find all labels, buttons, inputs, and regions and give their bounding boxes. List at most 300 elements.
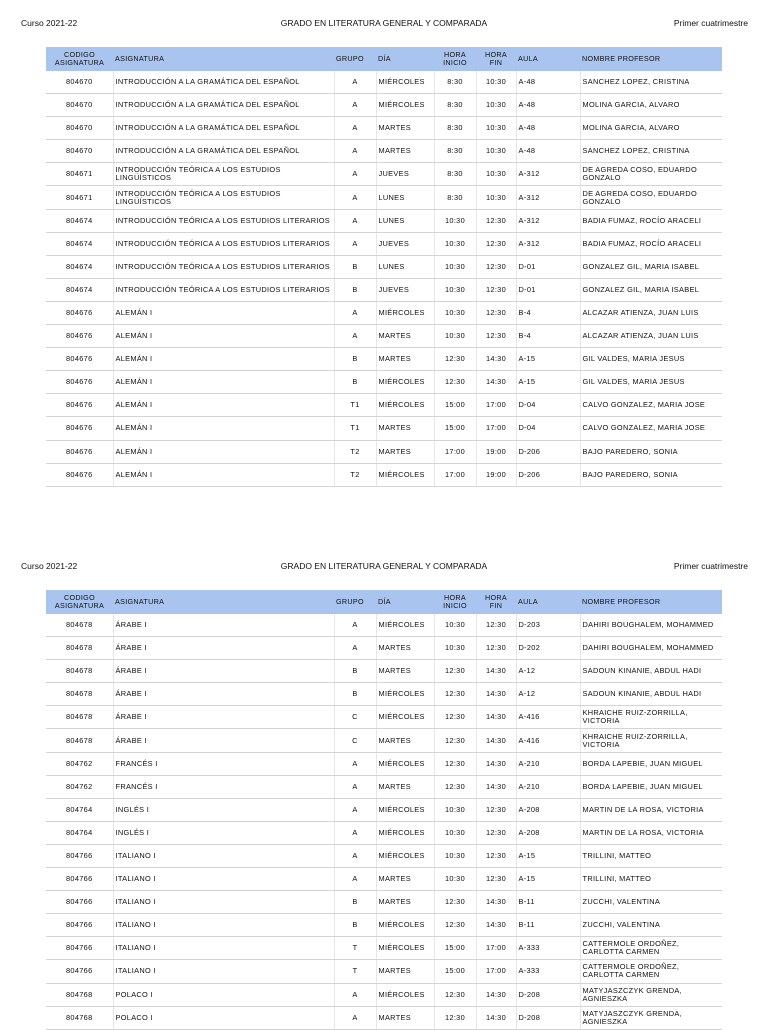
- cell-day: MARTES: [376, 729, 434, 752]
- cell-start: 12:30: [434, 914, 476, 937]
- cell-room: D-208: [516, 1006, 580, 1029]
- cell-start: 15:00: [434, 417, 476, 440]
- cell-start: 17:00: [434, 463, 476, 486]
- cell-code: 804764: [46, 798, 113, 821]
- cell-start: 10:30: [434, 614, 476, 637]
- cell-day: MIÉRCOLES: [376, 394, 434, 417]
- table-row: [46, 94, 722, 117]
- cell-room: D-04: [516, 417, 580, 440]
- cell-day: LUNES: [376, 186, 434, 209]
- cell-end: 10:30: [476, 71, 516, 94]
- cell-subject: ITALIANO I: [113, 868, 334, 891]
- cell-room: A-208: [516, 821, 580, 844]
- cell-room: A-15: [516, 868, 580, 891]
- cell-end: 12:30: [476, 232, 516, 255]
- cell-day: MARTES: [376, 325, 434, 348]
- cell-day: JUEVES: [376, 163, 434, 186]
- table-row: [46, 960, 722, 983]
- cell-end: 17:00: [476, 417, 516, 440]
- table-row: [46, 301, 722, 324]
- cell-subject: ÁRABE I: [113, 706, 334, 729]
- col-header-room: AULA: [516, 47, 580, 71]
- cell-code: 804676: [46, 417, 113, 440]
- page-header: [0, 561, 768, 575]
- cell-day: MIÉRCOLES: [376, 752, 434, 775]
- table-row: [46, 371, 722, 394]
- table-row: [46, 325, 722, 348]
- cell-subject: INTRODUCCIÓN A LA GRAMÁTICA DEL ESPAÑOL: [113, 117, 334, 140]
- cell-end: 12:30: [476, 821, 516, 844]
- cell-teacher: BORDA LAPEBIE, JUAN MIGUEL: [580, 775, 722, 798]
- cell-teacher: CALVO GONZALEZ, MARIA JOSE: [580, 394, 722, 417]
- cell-code: 804676: [46, 394, 113, 417]
- cell-day: MARTES: [376, 140, 434, 163]
- table-row: [46, 209, 722, 232]
- cell-start: 12:30: [434, 348, 476, 371]
- table-row: [46, 983, 722, 1006]
- cell-day: MARTES: [376, 775, 434, 798]
- cell-room: D-01: [516, 278, 580, 301]
- cell-day: MARTES: [376, 348, 434, 371]
- cell-group: A: [334, 94, 376, 117]
- cell-room: A-210: [516, 752, 580, 775]
- cell-start: 10:30: [434, 798, 476, 821]
- cell-teacher: BORDA LAPEBIE, JUAN MIGUEL: [580, 752, 722, 775]
- table-row: [46, 660, 722, 683]
- degree-title: GRADO EN LITERATURA GENERAL Y COMPARADA: [280, 18, 488, 28]
- cell-code: 804768: [46, 1006, 113, 1029]
- cell-end: 14:30: [476, 752, 516, 775]
- cell-end: 14:30: [476, 683, 516, 706]
- cell-code: 804678: [46, 706, 113, 729]
- cell-code: 804678: [46, 614, 113, 637]
- table-row: [46, 140, 722, 163]
- cell-room: A-208: [516, 798, 580, 821]
- cell-end: 19:00: [476, 440, 516, 463]
- cell-start: 12:30: [434, 983, 476, 1006]
- table-row: [46, 394, 722, 417]
- cell-end: 12:30: [476, 278, 516, 301]
- cell-room: A-333: [516, 937, 580, 960]
- cell-room: A-12: [516, 660, 580, 683]
- cell-end: 14:30: [476, 891, 516, 914]
- cell-code: 804670: [46, 71, 113, 94]
- cell-subject: INTRODUCCIÓN TEÓRICA A LOS ESTUDIOS LITERARIOS: [113, 278, 334, 301]
- cell-code: 804764: [46, 821, 113, 844]
- cell-end: 12:30: [476, 614, 516, 637]
- table-row: [46, 348, 722, 371]
- cell-day: MIÉRCOLES: [376, 463, 434, 486]
- cell-day: MARTES: [376, 440, 434, 463]
- cell-end: 10:30: [476, 140, 516, 163]
- cell-group: A: [334, 140, 376, 163]
- col-header-code: CODIGO ASIGNATURA: [46, 47, 113, 71]
- cell-room: A-12: [516, 683, 580, 706]
- cell-teacher: BADIA FUMAZ, ROCÍO ARACELI: [580, 209, 722, 232]
- table-row: [46, 614, 722, 637]
- cell-room: D-04: [516, 394, 580, 417]
- cell-end: 12:30: [476, 868, 516, 891]
- col-header-end: HORA FIN: [476, 590, 516, 614]
- cell-end: 12:30: [476, 798, 516, 821]
- cell-end: 14:30: [476, 371, 516, 394]
- cell-teacher: MATYJASZCZYK GRENDA, AGNIESZKA: [580, 983, 722, 1006]
- table-row: [46, 1006, 722, 1029]
- cell-teacher: MOLINA GARCIA, ALVARO: [580, 117, 722, 140]
- course-year: Curso 2021-22: [21, 18, 78, 28]
- cell-subject: INTRODUCCIÓN TEÓRICA A LOS ESTUDIOS LITERARIOS: [113, 232, 334, 255]
- cell-code: 804766: [46, 844, 113, 867]
- cell-group: A: [334, 752, 376, 775]
- cell-group: C: [334, 729, 376, 752]
- cell-day: LUNES: [376, 209, 434, 232]
- table-row: [46, 186, 722, 209]
- table-row: [46, 637, 722, 660]
- cell-group: A: [334, 983, 376, 1006]
- cell-code: 804762: [46, 752, 113, 775]
- cell-code: 804676: [46, 371, 113, 394]
- cell-day: JUEVES: [376, 278, 434, 301]
- cell-start: 10:30: [434, 209, 476, 232]
- table-row: [46, 117, 722, 140]
- col-header-end: HORA FIN: [476, 47, 516, 71]
- cell-end: 12:30: [476, 637, 516, 660]
- cell-room: A-333: [516, 960, 580, 983]
- cell-end: 14:30: [476, 983, 516, 1006]
- cell-day: MIÉRCOLES: [376, 821, 434, 844]
- cell-start: 12:30: [434, 891, 476, 914]
- cell-teacher: ZUCCHI, VALENTINA: [580, 914, 722, 937]
- cell-subject: INGLÉS I: [113, 821, 334, 844]
- cell-teacher: MATYJASZCZYK GRENDA, AGNIESZKA: [580, 1006, 722, 1029]
- cell-subject: ITALIANO I: [113, 891, 334, 914]
- cell-day: MARTES: [376, 868, 434, 891]
- cell-group: T2: [334, 463, 376, 486]
- cell-code: 804676: [46, 325, 113, 348]
- schedule-table: [46, 47, 722, 487]
- cell-room: A-312: [516, 186, 580, 209]
- table-row: [46, 232, 722, 255]
- cell-teacher: GONZALEZ GIL, MARIA ISABEL: [580, 278, 722, 301]
- cell-room: A-15: [516, 371, 580, 394]
- cell-subject: POLACO I: [113, 1006, 334, 1029]
- cell-teacher: MARTIN DE LA ROSA, VICTORIA: [580, 798, 722, 821]
- cell-subject: ALEMÁN I: [113, 394, 334, 417]
- cell-subject: ALEMÁN I: [113, 325, 334, 348]
- cell-group: A: [334, 209, 376, 232]
- cell-start: 15:00: [434, 937, 476, 960]
- cell-start: 17:00: [434, 440, 476, 463]
- cell-group: T2: [334, 440, 376, 463]
- cell-end: 10:30: [476, 94, 516, 117]
- cell-group: A: [334, 1006, 376, 1029]
- cell-code: 804762: [46, 775, 113, 798]
- table-row: [46, 798, 722, 821]
- table-row: [46, 255, 722, 278]
- cell-subject: INTRODUCCIÓN TEÓRICA A LOS ESTUDIOS LINGÜÍSTICOS: [113, 186, 334, 209]
- col-header-subject: ASIGNATURA: [113, 590, 334, 614]
- table-row: [46, 821, 722, 844]
- cell-end: 14:30: [476, 775, 516, 798]
- col-header-room: AULA: [516, 590, 580, 614]
- cell-group: A: [334, 798, 376, 821]
- cell-subject: INTRODUCCIÓN A LA GRAMÁTICA DEL ESPAÑOL: [113, 94, 334, 117]
- table-row: [46, 706, 722, 729]
- cell-group: T1: [334, 417, 376, 440]
- cell-day: MIÉRCOLES: [376, 683, 434, 706]
- cell-end: 10:30: [476, 117, 516, 140]
- cell-room: D-01: [516, 255, 580, 278]
- cell-subject: INTRODUCCIÓN TEÓRICA A LOS ESTUDIOS LINGÜÍSTICOS: [113, 163, 334, 186]
- cell-group: A: [334, 614, 376, 637]
- cell-room: A-48: [516, 94, 580, 117]
- cell-day: MIÉRCOLES: [376, 844, 434, 867]
- cell-group: A: [334, 71, 376, 94]
- cell-end: 12:30: [476, 325, 516, 348]
- cell-subject: ALEMÁN I: [113, 417, 334, 440]
- cell-group: B: [334, 348, 376, 371]
- cell-end: 10:30: [476, 186, 516, 209]
- cell-day: MARTES: [376, 117, 434, 140]
- col-header-day: DÍA: [376, 590, 434, 614]
- course-year: Curso 2021-22: [21, 561, 78, 571]
- cell-room: A-312: [516, 232, 580, 255]
- cell-start: 12:30: [434, 775, 476, 798]
- col-header-day: DÍA: [376, 47, 434, 71]
- cell-start: 12:30: [434, 660, 476, 683]
- cell-code: 804678: [46, 660, 113, 683]
- table-row: [46, 417, 722, 440]
- table-row: [46, 775, 722, 798]
- cell-teacher: SADOUN KINANIE, ABDUL HADI: [580, 660, 722, 683]
- cell-start: 12:30: [434, 1006, 476, 1029]
- cell-room: A-416: [516, 729, 580, 752]
- cell-code: 804766: [46, 914, 113, 937]
- cell-teacher: KHRAICHE RUIZ-ZORRILLA, VICTORIA: [580, 706, 722, 729]
- table-row: [46, 844, 722, 867]
- cell-code: 804676: [46, 348, 113, 371]
- cell-group: B: [334, 278, 376, 301]
- col-header-teacher: NOMBRE PROFESOR: [580, 47, 722, 71]
- cell-room: B-4: [516, 301, 580, 324]
- cell-code: 804671: [46, 186, 113, 209]
- cell-group: T: [334, 960, 376, 983]
- cell-day: MIÉRCOLES: [376, 706, 434, 729]
- cell-day: MIÉRCOLES: [376, 94, 434, 117]
- cell-teacher: BADIA FUMAZ, ROCÍO ARACELI: [580, 232, 722, 255]
- cell-teacher: BAJO PAREDERO, SONIA: [580, 463, 722, 486]
- cell-group: B: [334, 660, 376, 683]
- cell-teacher: DE AGREDA COSO, EDUARDO GONZALO: [580, 163, 722, 186]
- cell-start: 10:30: [434, 821, 476, 844]
- cell-end: 17:00: [476, 937, 516, 960]
- cell-code: 804674: [46, 209, 113, 232]
- cell-end: 17:00: [476, 394, 516, 417]
- cell-group: B: [334, 891, 376, 914]
- cell-room: A-210: [516, 775, 580, 798]
- cell-room: A-15: [516, 844, 580, 867]
- cell-start: 8:30: [434, 94, 476, 117]
- cell-teacher: ZUCCHI, VALENTINA: [580, 891, 722, 914]
- cell-code: 804766: [46, 937, 113, 960]
- cell-teacher: CATTERMOLE ORDOÑEZ, CARLOTTA CARMEN: [580, 937, 722, 960]
- cell-subject: INTRODUCCIÓN TEÓRICA A LOS ESTUDIOS LITERARIOS: [113, 209, 334, 232]
- cell-start: 10:30: [434, 325, 476, 348]
- cell-start: 12:30: [434, 371, 476, 394]
- cell-group: A: [334, 186, 376, 209]
- cell-end: 14:30: [476, 1006, 516, 1029]
- cell-teacher: TRILLINI, MATTEO: [580, 844, 722, 867]
- cell-group: A: [334, 301, 376, 324]
- cell-start: 8:30: [434, 71, 476, 94]
- cell-group: A: [334, 325, 376, 348]
- cell-end: 14:30: [476, 914, 516, 937]
- cell-start: 10:30: [434, 301, 476, 324]
- cell-day: MIÉRCOLES: [376, 371, 434, 394]
- cell-end: 14:30: [476, 660, 516, 683]
- cell-room: A-48: [516, 71, 580, 94]
- cell-end: 14:30: [476, 729, 516, 752]
- cell-teacher: SANCHEZ LOPEZ, CRISTINA: [580, 140, 722, 163]
- degree-title: GRADO EN LITERATURA GENERAL Y COMPARADA: [280, 561, 488, 571]
- col-header-group: GRUPO: [334, 590, 376, 614]
- cell-end: 10:30: [476, 163, 516, 186]
- cell-end: 12:30: [476, 301, 516, 324]
- cell-teacher: CATTERMOLE ORDOÑEZ, CARLOTTA CARMEN: [580, 960, 722, 983]
- cell-start: 12:30: [434, 729, 476, 752]
- cell-teacher: SANCHEZ LOPEZ, CRISTINA: [580, 71, 722, 94]
- cell-group: B: [334, 371, 376, 394]
- cell-subject: ALEMÁN I: [113, 440, 334, 463]
- cell-teacher: CALVO GONZALEZ, MARIA JOSE: [580, 417, 722, 440]
- cell-code: 804670: [46, 140, 113, 163]
- table-row: [46, 463, 722, 486]
- cell-room: A-312: [516, 163, 580, 186]
- cell-day: MIÉRCOLES: [376, 914, 434, 937]
- cell-subject: ITALIANO I: [113, 960, 334, 983]
- cell-teacher: GONZALEZ GIL, MARIA ISABEL: [580, 255, 722, 278]
- cell-start: 15:00: [434, 960, 476, 983]
- cell-code: 804678: [46, 637, 113, 660]
- cell-code: 804676: [46, 463, 113, 486]
- cell-day: MIÉRCOLES: [376, 614, 434, 637]
- cell-day: MARTES: [376, 417, 434, 440]
- table-row: [46, 440, 722, 463]
- table-row: [46, 163, 722, 186]
- cell-subject: ALEMÁN I: [113, 301, 334, 324]
- cell-teacher: MOLINA GARCIA, ALVARO: [580, 94, 722, 117]
- cell-end: 14:30: [476, 348, 516, 371]
- cell-room: D-206: [516, 463, 580, 486]
- cell-subject: ÁRABE I: [113, 637, 334, 660]
- cell-subject: POLACO I: [113, 983, 334, 1006]
- cell-code: 804676: [46, 440, 113, 463]
- cell-code: 804674: [46, 232, 113, 255]
- cell-code: 804768: [46, 983, 113, 1006]
- cell-room: A-15: [516, 348, 580, 371]
- cell-end: 12:30: [476, 255, 516, 278]
- table-row: [46, 683, 722, 706]
- cell-room: D-208: [516, 983, 580, 1006]
- cell-subject: ÁRABE I: [113, 729, 334, 752]
- cell-day: MARTES: [376, 637, 434, 660]
- cell-subject: ITALIANO I: [113, 914, 334, 937]
- cell-room: D-206: [516, 440, 580, 463]
- cell-subject: INTRODUCCIÓN TEÓRICA A LOS ESTUDIOS LITERARIOS: [113, 255, 334, 278]
- cell-code: 804678: [46, 683, 113, 706]
- table-row: [46, 891, 722, 914]
- cell-day: MARTES: [376, 960, 434, 983]
- cell-group: A: [334, 117, 376, 140]
- cell-code: 804670: [46, 117, 113, 140]
- cell-teacher: KHRAICHE RUIZ-ZORRILLA, VICTORIA: [580, 729, 722, 752]
- cell-start: 12:30: [434, 706, 476, 729]
- cell-subject: ALEMÁN I: [113, 371, 334, 394]
- cell-code: 804766: [46, 960, 113, 983]
- cell-teacher: BAJO PAREDERO, SONIA: [580, 440, 722, 463]
- cell-code: 804671: [46, 163, 113, 186]
- cell-teacher: MARTIN DE LA ROSA, VICTORIA: [580, 821, 722, 844]
- cell-room: B-11: [516, 891, 580, 914]
- cell-teacher: DAHIRI BOUGHALEM, MOHAMMED: [580, 637, 722, 660]
- cell-subject: INTRODUCCIÓN A LA GRAMÁTICA DEL ESPAÑOL: [113, 140, 334, 163]
- cell-end: 12:30: [476, 844, 516, 867]
- col-header-code: CODIGO ASIGNATURA: [46, 590, 113, 614]
- cell-start: 10:30: [434, 278, 476, 301]
- cell-teacher: ALCAZAR ATIENZA, JUAN LUIS: [580, 301, 722, 324]
- cell-day: MIÉRCOLES: [376, 798, 434, 821]
- cell-start: 8:30: [434, 163, 476, 186]
- cell-code: 804670: [46, 94, 113, 117]
- table-header-row: [46, 47, 722, 71]
- cell-teacher: ALCAZAR ATIENZA, JUAN LUIS: [580, 325, 722, 348]
- table-row: [46, 729, 722, 752]
- cell-group: A: [334, 232, 376, 255]
- cell-teacher: GIL VALDES, MARIA JESUS: [580, 371, 722, 394]
- schedule-page-2: [0, 561, 768, 1024]
- cell-day: MIÉRCOLES: [376, 983, 434, 1006]
- cell-group: A: [334, 821, 376, 844]
- cell-start: 10:30: [434, 868, 476, 891]
- col-header-group: GRUPO: [334, 47, 376, 71]
- cell-room: A-416: [516, 706, 580, 729]
- cell-group: A: [334, 844, 376, 867]
- cell-code: 804674: [46, 255, 113, 278]
- cell-teacher: SADOUN KINANIE, ABDUL HADI: [580, 683, 722, 706]
- col-header-start: HORA INICIO: [434, 47, 476, 71]
- cell-end: 17:00: [476, 960, 516, 983]
- cell-code: 804674: [46, 278, 113, 301]
- cell-group: A: [334, 868, 376, 891]
- term-label: Primer cuatrimestre: [673, 561, 748, 571]
- cell-teacher: DAHIRI BOUGHALEM, MOHAMMED: [580, 614, 722, 637]
- cell-room: B-11: [516, 914, 580, 937]
- cell-start: 8:30: [434, 186, 476, 209]
- table-row: [46, 752, 722, 775]
- cell-teacher: TRILLINI, MATTEO: [580, 868, 722, 891]
- cell-subject: FRANCÉS I: [113, 752, 334, 775]
- term-label: Primer cuatrimestre: [673, 18, 748, 28]
- cell-subject: ITALIANO I: [113, 844, 334, 867]
- cell-teacher: GIL VALDES, MARIA JESUS: [580, 348, 722, 371]
- cell-start: 10:30: [434, 844, 476, 867]
- cell-room: D-202: [516, 637, 580, 660]
- cell-subject: INTRODUCCIÓN A LA GRAMÁTICA DEL ESPAÑOL: [113, 71, 334, 94]
- cell-room: A-312: [516, 209, 580, 232]
- cell-code: 804766: [46, 891, 113, 914]
- page-header: [0, 18, 768, 32]
- cell-code: 804678: [46, 729, 113, 752]
